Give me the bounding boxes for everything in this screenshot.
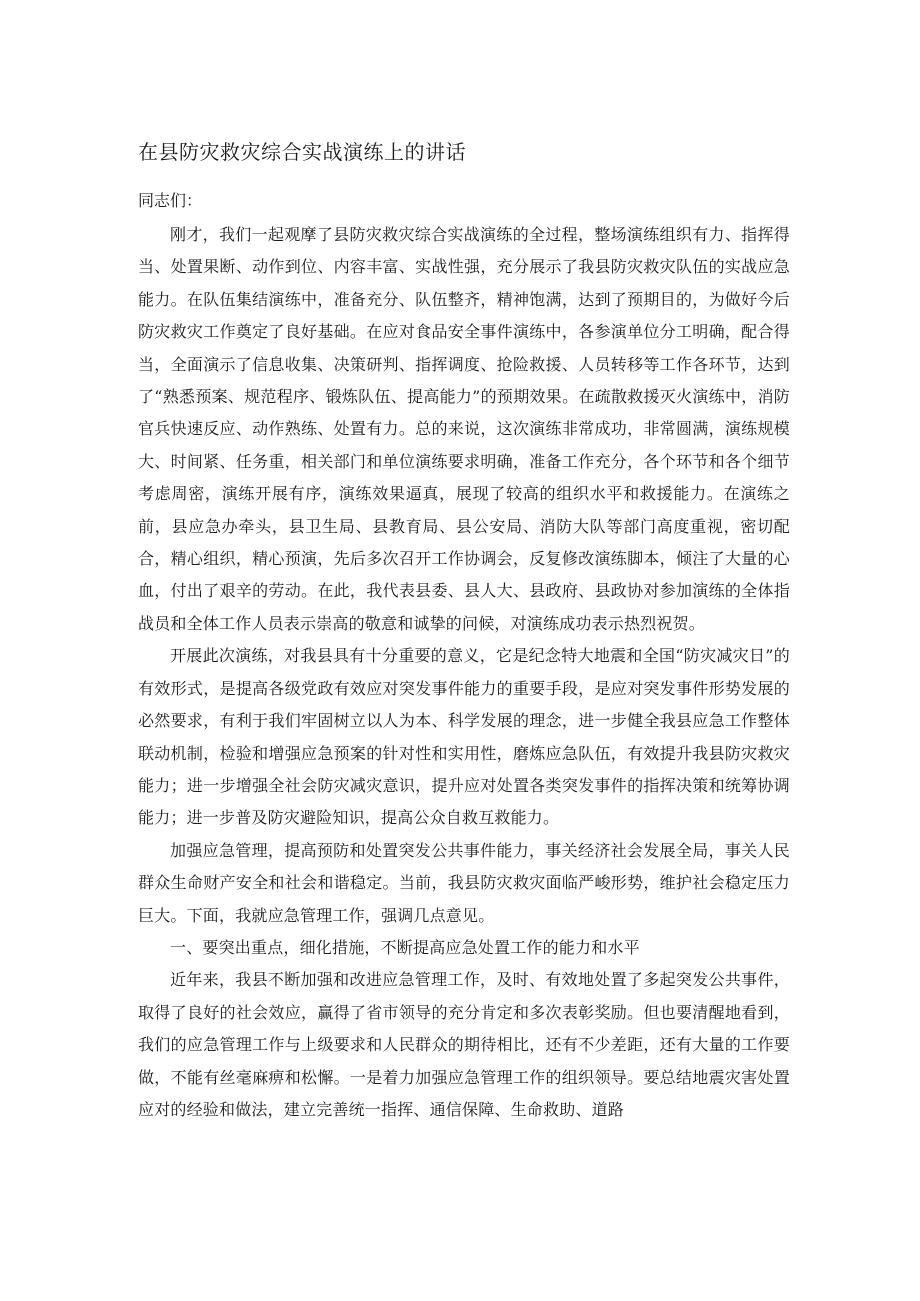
paragraph-recent-years: 近年来，我县不断加强和改进应急管理工作，及时、有效地处置了多起突发公共事件，取得了良好的社会效应，赢得了省市领导的充分肯定和多次表彰奖励。但也要清醒地看到，我们的应急管理工作与上级要求和人民群众的期待相比，还有不少差距，还有大量的工作要做，不能有丝毫麻痹和松懈。一是着力加强应急管理工作的组织领导。要总结地震灾害处置应对的经验和做法，建立完善统一指挥、通信保障、生命救助、道路 — [138, 970, 790, 1119]
paragraph-emergency-management: 加强应急管理，提高预防和处置突发公共事件能力，事关经济社会发展全局，事关人民群众生命财产安全和社会和谐稳定。当前，我县防灾救灾面临严峻形势，维护社会稳定压力巨大。下面，我就应急管理工作，强调几点意见。 — [138, 840, 790, 925]
document-title: 在县防灾救灾综合实战演练上的讲话 — [138, 140, 466, 164]
paragraph-significance: 开展此次演练，对我县具有十分重要的意义，它是纪念特大地震和全国“防灾减灾日”的有效形式，是提高各级党政有效应对突发事件能力的重要手段，是应对突发事件形势发展的必然要求，有利于我们牢固树立以人为本、科学发展的理念，进一步健全我县应急工作整体联动机制，检验和增强应急预案的针对性和实用性，磨炼应急队伍，有效提升我县防灾救灾能力；进一步增强全社会防灾减灾意识，提升应对处置各类突发事件的指挥决策和统筹协调能力；进一步普及防灾避险知识，提高公众自救互救能力。 — [138, 646, 790, 828]
greeting: 同志们： — [138, 191, 203, 210]
paragraph-opening: 刚才，我们一起观摩了县防灾救灾综合实战演练的全过程，整场演练组织有力、指挥得当、处置果断、动作到位、内容丰富、实战性强，充分展示了我县防灾救灾队伍的实战应急能力。在队伍集结演练中，准备充分、队伍整齐，精神饱满，达到了预期目的，为做好今后防灾救灾工作奠定了良好基础。在应对食品安全事件演练中，各参演单位分工明确，配合得当，全面演示了信息收集、决策研判、指挥调度、抢险救援、人员转移等工作各环节，达到了“熟悉预案、规范程序、锻炼队伍、提高能力”的预期效果。在疏散救援灭火演练中，消防官兵快速反应、动作熟练、处置有力。总的来说，这次演练非常成功，非常圆满，演练规模大、时间紧、任务重，相关部门和单位演练要求明确，准备工作充分，各个环节和各个细节考虑周密，演练开展有序，演练效果逼真，展现了较高的组织水平和救援能力。在演练之前，县应急办牵头，县卫生局、县教育局、县公安局、消防大队等部门高度重视，密切配合，精心组织，精心预演，先后多次召开工作协调会，反复修改演练脚本，倾注了大量的心血，付出了艰辛的劳动。在此，我代表县委、县人大、县政府、县政协对参加演练的全体指战员和全体工作人员表示崇高的敬意和诚挚的问候，对演练成功表示热烈祝贺。 — [138, 225, 790, 633]
document-body — [138, 219, 790, 1126]
section-heading-1: 一、要突出重点，细化措施，不断提高应急处置工作的能力和水平 — [170, 937, 640, 957]
